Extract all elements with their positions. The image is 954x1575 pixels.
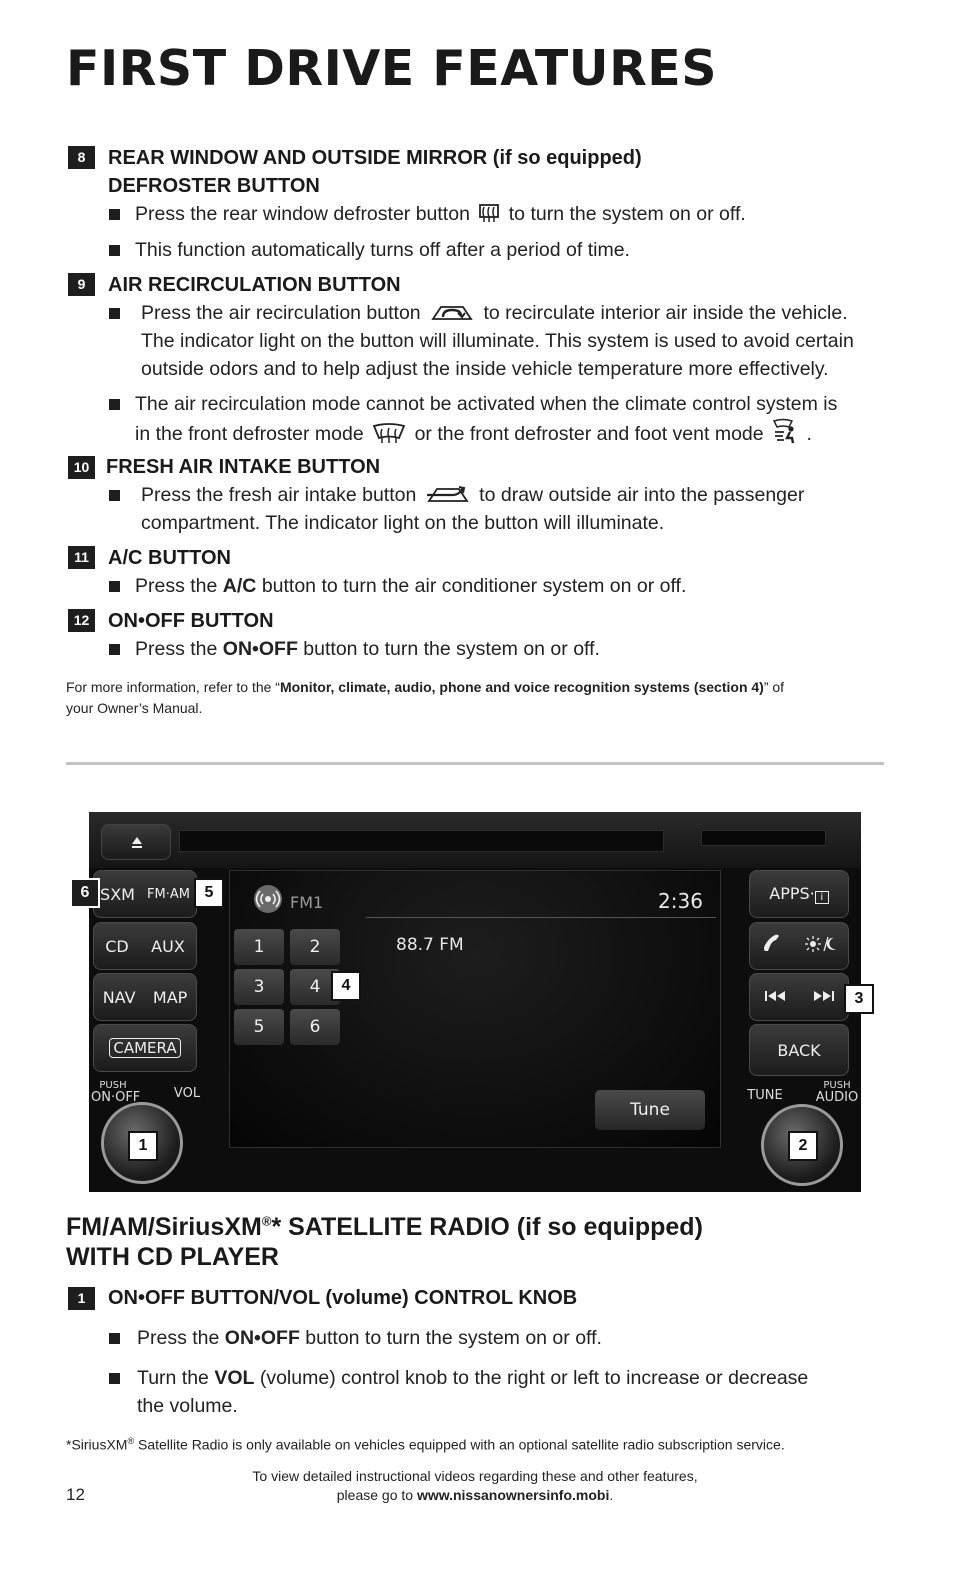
bullet-text-9-2: The air recirculation mode cannot be activated when the climate control system is in the front defroster mode or the front defroster and foot vent mode . xyxy=(135,393,838,445)
preset-button-5[interactable]: 5 xyxy=(234,1009,284,1045)
seek-track-button[interactable] xyxy=(749,973,849,1021)
bullet-text-12-1: Press the ON•OFF button to turn the system on or off. xyxy=(135,638,600,660)
callout-3: 3 xyxy=(844,984,874,1014)
radio-head-unit xyxy=(89,812,861,1192)
radio-bullet-text-1: Press the ON•OFF button to turn the system on or off. xyxy=(137,1327,602,1349)
bullet-text-10-1: Press the fresh air intake button to draw outside air into the passenger compartment. The indicator light on the button will illuminate. xyxy=(141,484,805,534)
section-heading-8-line2: DEFROSTER BUTTON xyxy=(108,175,320,197)
sd-card-slot xyxy=(701,830,826,846)
callout-2: 2 xyxy=(788,1131,818,1161)
page-number: 12 xyxy=(66,1485,85,1504)
clock-time: 2:36 xyxy=(658,889,703,913)
back-button[interactable]: BACK xyxy=(749,1024,849,1076)
push-audio-label: PUSH AUDIO xyxy=(815,1080,859,1105)
phone-icon xyxy=(761,933,783,959)
section-number-10: 10 xyxy=(68,456,95,479)
section-heading-11: A/C BUTTON xyxy=(108,547,231,569)
sxm-fmam-button[interactable]: SXM FM·AM xyxy=(93,870,197,918)
bullet-square xyxy=(109,399,120,410)
preset-button-1[interactable]: 1 xyxy=(234,929,284,965)
section-number-11: 11 xyxy=(68,546,95,569)
siriusxm-note: *SiriusXM® Satellite Radio is only available on vehicles equipped with an optional satellite radio subscription service. xyxy=(66,1436,785,1453)
bullet-square xyxy=(109,581,120,592)
push-onoff-label: PUSH ON·OFF xyxy=(91,1080,141,1105)
phone-brightness-button[interactable] xyxy=(749,922,849,970)
brightness-icon xyxy=(804,935,838,957)
preset-button-3[interactable]: 3 xyxy=(234,969,284,1005)
eject-button[interactable] xyxy=(101,824,171,860)
info-icon: i xyxy=(815,891,829,904)
eject-icon xyxy=(102,825,172,861)
preset-button-6[interactable]: 6 xyxy=(290,1009,340,1045)
bullet-square xyxy=(109,1333,120,1344)
fresh-air-intake-icon xyxy=(425,483,471,505)
section-number-9: 9 xyxy=(68,273,95,296)
tune-screen-button[interactable]: Tune xyxy=(595,1090,705,1130)
section-heading-8 xyxy=(108,144,642,200)
bullet-square xyxy=(109,490,120,501)
bullet-text-11-1: Press the A/C button to turn the air conditioner system on or off. xyxy=(135,575,687,597)
tune-label: TUNE xyxy=(747,1088,783,1103)
apps-info-button[interactable]: APPS· i xyxy=(749,870,849,918)
bullet-square xyxy=(109,209,120,220)
air-recirculation-icon xyxy=(429,301,475,323)
page-title: FIRST DRIVE FEATURES xyxy=(66,40,718,97)
header-divider xyxy=(366,917,716,918)
radio-bullet-text-2: Turn the VOL (volume) control knob to the right or left to increase or decrease the volume. xyxy=(137,1367,809,1417)
section-heading-12: ON•OFF BUTTON xyxy=(108,610,274,632)
seek-back-icon xyxy=(764,988,786,1007)
bullet-square xyxy=(109,644,120,655)
rear-defroster-icon xyxy=(478,202,500,224)
seek-forward-icon xyxy=(813,988,835,1007)
section-divider xyxy=(66,762,884,765)
front-defroster-icon xyxy=(372,422,406,444)
preset-button-2[interactable]: 2 xyxy=(290,929,340,965)
callout-5: 5 xyxy=(194,878,224,908)
owners-info-link[interactable]: www.nissanownersinfo.mobi xyxy=(416,1487,610,1503)
station-frequency: 88.7 FM xyxy=(396,935,464,955)
cd-aux-button[interactable]: CD AUX xyxy=(93,922,197,970)
bottom-note: To view detailed instructional videos regarding these and other features, please go to www.nissanownersinfo.mobi. xyxy=(252,1468,698,1503)
bullet-square xyxy=(109,1373,120,1384)
nav-map-button[interactable]: NAV MAP xyxy=(93,973,197,1021)
band-label: FM1 xyxy=(290,893,324,912)
camera-button[interactable]: CAMERA xyxy=(93,1024,197,1072)
section-number-8: 8 xyxy=(68,146,95,169)
cd-slot xyxy=(179,830,664,852)
more-info-note: For more information, refer to the “Monitor, climate, audio, phone and voice recognition systems (section 4)” of your Owner’s Manual. xyxy=(66,679,785,716)
bullet-square xyxy=(109,245,120,256)
defroster-foot-vent-icon xyxy=(772,418,798,444)
callout-6: 6 xyxy=(70,878,100,908)
section-heading-8-line1: REAR WINDOW AND OUTSIDE MIRROR (if so equipped) xyxy=(108,147,642,169)
bullet-text-9-1: Press the air recirculation button to recirculate interior air inside the vehicle. The indicator light on the button will illuminate. This system is used to avoid certain outside odors and to help adjust the inside vehicle temperature more effectively. xyxy=(141,302,854,380)
radio-section-heading-1: ON•OFF BUTTON/VOL (volume) CONTROL KNOB xyxy=(108,1287,578,1309)
bullet-text-8-1: Press the rear window defroster button to turn the system on or off. xyxy=(135,203,746,225)
radio-section-title: FM/AM/SiriusXM®* SATELLITE RADIO (if so equipped) WITH CD PLAYER xyxy=(66,1213,703,1271)
section-heading-10: FRESH AIR INTAKE BUTTON xyxy=(106,456,381,478)
section-number-12: 12 xyxy=(68,609,95,632)
section-heading-9: AIR RECIRCULATION BUTTON xyxy=(108,274,401,296)
bullet-square xyxy=(109,308,120,319)
bullet-text-8-2: This function automatically turns off after a period of time. xyxy=(135,239,630,261)
radio-band-icon xyxy=(254,885,282,913)
callout-1: 1 xyxy=(128,1131,158,1161)
callout-4: 4 xyxy=(331,971,361,1001)
preset-button-4[interactable]: 4 xyxy=(290,969,340,1005)
radio-section-number-1: 1 xyxy=(68,1287,95,1310)
vol-label: VOL xyxy=(173,1086,201,1101)
